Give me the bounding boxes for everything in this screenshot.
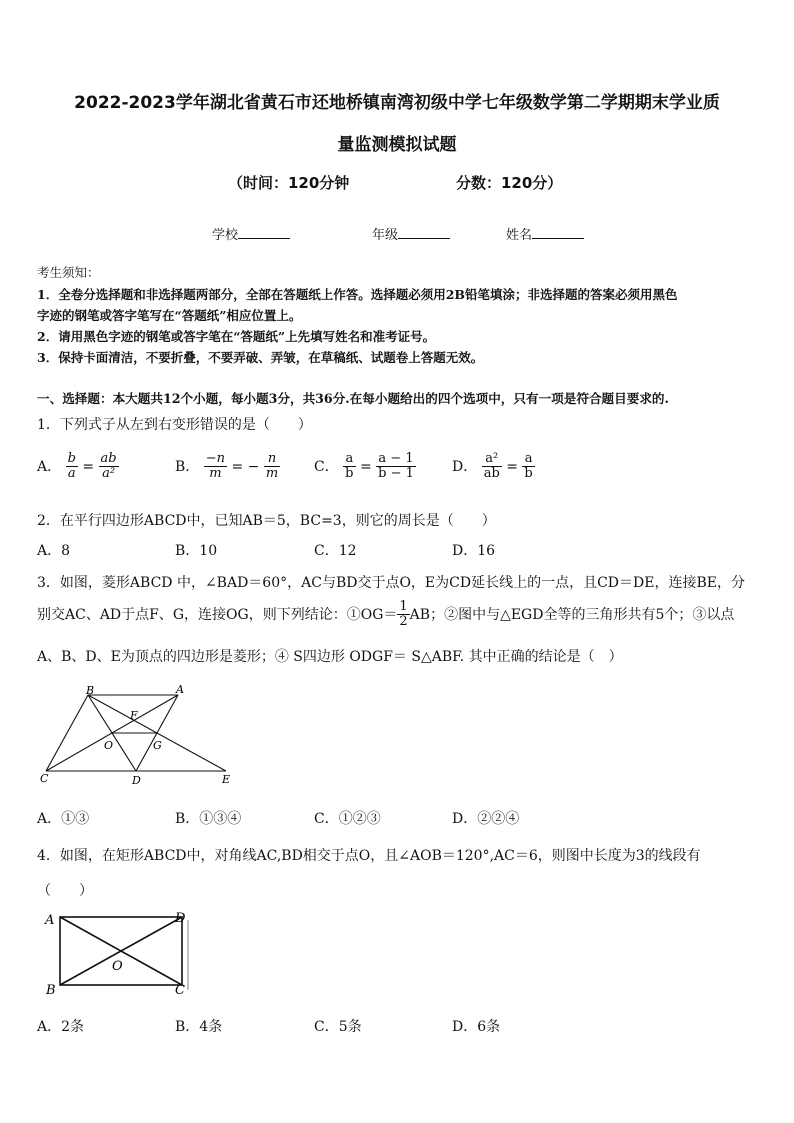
q1-option-a[interactable]: A． $\frac{b}{a}$ = $\frac{ab}{\text{a²}}$ xyxy=(37,451,117,482)
q4-line1: 4．如图，在矩形ABCD中，对角线AC,BD相交于点O，且∠AOB＝120°,AC＝6，则图中长度为3的线段有 xyxy=(37,848,701,864)
option-label: B． xyxy=(175,458,200,475)
school-field xyxy=(212,224,290,243)
grade-field xyxy=(372,224,450,243)
label-a: A xyxy=(176,684,184,696)
q2-option-d[interactable]: D．16 xyxy=(452,543,496,559)
fraction: $\frac{-n}{m}$ xyxy=(205,451,226,482)
option-label: D． xyxy=(452,458,478,475)
paper-title-line2: 量监测模拟试题 xyxy=(337,135,457,155)
q4-option-d[interactable]: D．6条 xyxy=(452,1019,501,1035)
rectangle-figure xyxy=(40,906,200,998)
section-heading: 一、选择题：本大题共12个小题，每小题3分，共36分.在每小题给出的四个选项中，只有一项是符合题目要求的. xyxy=(37,391,669,406)
q2-option-c[interactable]: C．12 xyxy=(314,543,357,559)
name-field xyxy=(506,224,584,243)
notice-item-3: 3．保持卡面清洁，不要折叠，不要弄破、弄皱，在草稿纸、试题卷上答题无效。 xyxy=(37,350,484,365)
label-f: F xyxy=(130,709,138,722)
exam-time: （时间：120分钟 xyxy=(228,174,350,192)
q3-option-b[interactable]: B．①③④ xyxy=(175,811,242,827)
label-d: D xyxy=(175,911,186,926)
fraction: $\frac{\text{a²}}{ab}$ xyxy=(483,451,500,482)
q1-option-c[interactable]: C． $\frac{a}{b}$ = $\frac{a - 1}{b - 1}$ xyxy=(314,451,414,482)
label-b: B xyxy=(46,983,56,998)
q3-option-d[interactable]: D．②②④ xyxy=(452,811,520,827)
option-label: A． xyxy=(37,458,62,475)
paper-title-line1: 2022-2023学年湖北省黄石市还地桥镇南湾初级中学七年级数学第二学期期末学业质 xyxy=(74,93,720,113)
q3-line2: 别交AC、AD于点F、G，连接OG，则下列结论：①OG＝ $\frac{1}{2}$ AB；②图中与△EGD全等的三角形共有5个；③以点 xyxy=(37,599,735,630)
q4-option-c[interactable]: C．5条 xyxy=(314,1019,362,1035)
q4-line2: （ ） xyxy=(37,883,93,899)
school-label: 学校 xyxy=(212,228,239,243)
fraction: $\frac{b}{a}$ xyxy=(67,451,76,482)
fraction: $\frac{ab}{\text{a²}}$ xyxy=(100,451,117,482)
q2-stem: 2．在平行四边形ABCD中，已知AB＝5，BC=3，则它的周长是（ ） xyxy=(37,513,496,529)
q3-option-c[interactable]: C．①②③ xyxy=(314,811,381,827)
label-o: O xyxy=(104,739,114,752)
notice-item-1a: 1．全卷分选择题和非选择题两部分，全部在答题纸上作答。选择题必须用2B铅笔填涂；非选择题的答案必须用黑色 xyxy=(37,287,678,302)
notice-heading: 考生须知： xyxy=(37,265,100,280)
q3-line1: 3．如图，菱形ABCD 中，∠BAD＝60°，AC与BD交于点O，E为CD延长线上的一点，且CD＝DE，连接BE，分 xyxy=(37,575,745,591)
label-a: A xyxy=(45,913,55,928)
q3-line3: A、B、D、E为顶点的四边形是菱形；④ S四边形 ODGF＝ S△ABF. 其中正确的结论是（ ） xyxy=(37,649,623,665)
school-blank[interactable] xyxy=(238,226,290,239)
label-c: C xyxy=(175,983,185,998)
label-e: E xyxy=(222,773,231,786)
notice-item-2: 2．请用黑色字迹的钢笔或答字笔在“答题纸”上先填写姓名和准考证号。 xyxy=(37,329,436,344)
q4-option-a[interactable]: A．2条 xyxy=(37,1019,85,1035)
label-g: G xyxy=(153,739,162,752)
fraction-one-half: $\frac{1}{2}$ xyxy=(399,599,408,630)
grade-label: 年级 xyxy=(372,228,399,243)
fraction: $\frac{n}{m}$ xyxy=(265,451,279,482)
option-label: C． xyxy=(314,458,339,475)
label-d: D xyxy=(132,774,141,787)
label-c: C xyxy=(40,772,49,785)
fraction: $\frac{a - 1}{b - 1}$ xyxy=(378,451,414,482)
fraction: $\frac{a}{b}$ xyxy=(345,451,354,482)
fraction: $\frac{a}{b}$ xyxy=(524,451,533,482)
notice-item-1b: 字迹的钢笔或答字笔写在“答题纸”相应位置上。 xyxy=(37,308,302,323)
name-label: 姓名 xyxy=(506,228,533,243)
q3-option-a[interactable]: A．①③ xyxy=(37,811,90,827)
label-b: B xyxy=(86,684,95,697)
q2-option-a[interactable]: A．8 xyxy=(37,543,71,559)
exam-score: 分数：120分） xyxy=(456,174,563,192)
rhombus-figure xyxy=(36,684,236,790)
q1-option-d[interactable]: D． $\frac{\text{a²}}{ab}$ = $\frac{a}{b}$ xyxy=(452,451,533,482)
q1-stem: 1．下列式子从左到右变形错误的是（ ） xyxy=(37,417,312,433)
q1-option-b[interactable]: B． $\frac{-n}{m}$ = − $\frac{n}{m}$ xyxy=(175,451,279,482)
label-o: O xyxy=(112,959,123,974)
grade-blank[interactable] xyxy=(398,226,450,239)
q2-option-b[interactable]: B．10 xyxy=(175,543,218,559)
q4-option-b[interactable]: B．4条 xyxy=(175,1019,223,1035)
name-blank[interactable] xyxy=(532,226,584,239)
